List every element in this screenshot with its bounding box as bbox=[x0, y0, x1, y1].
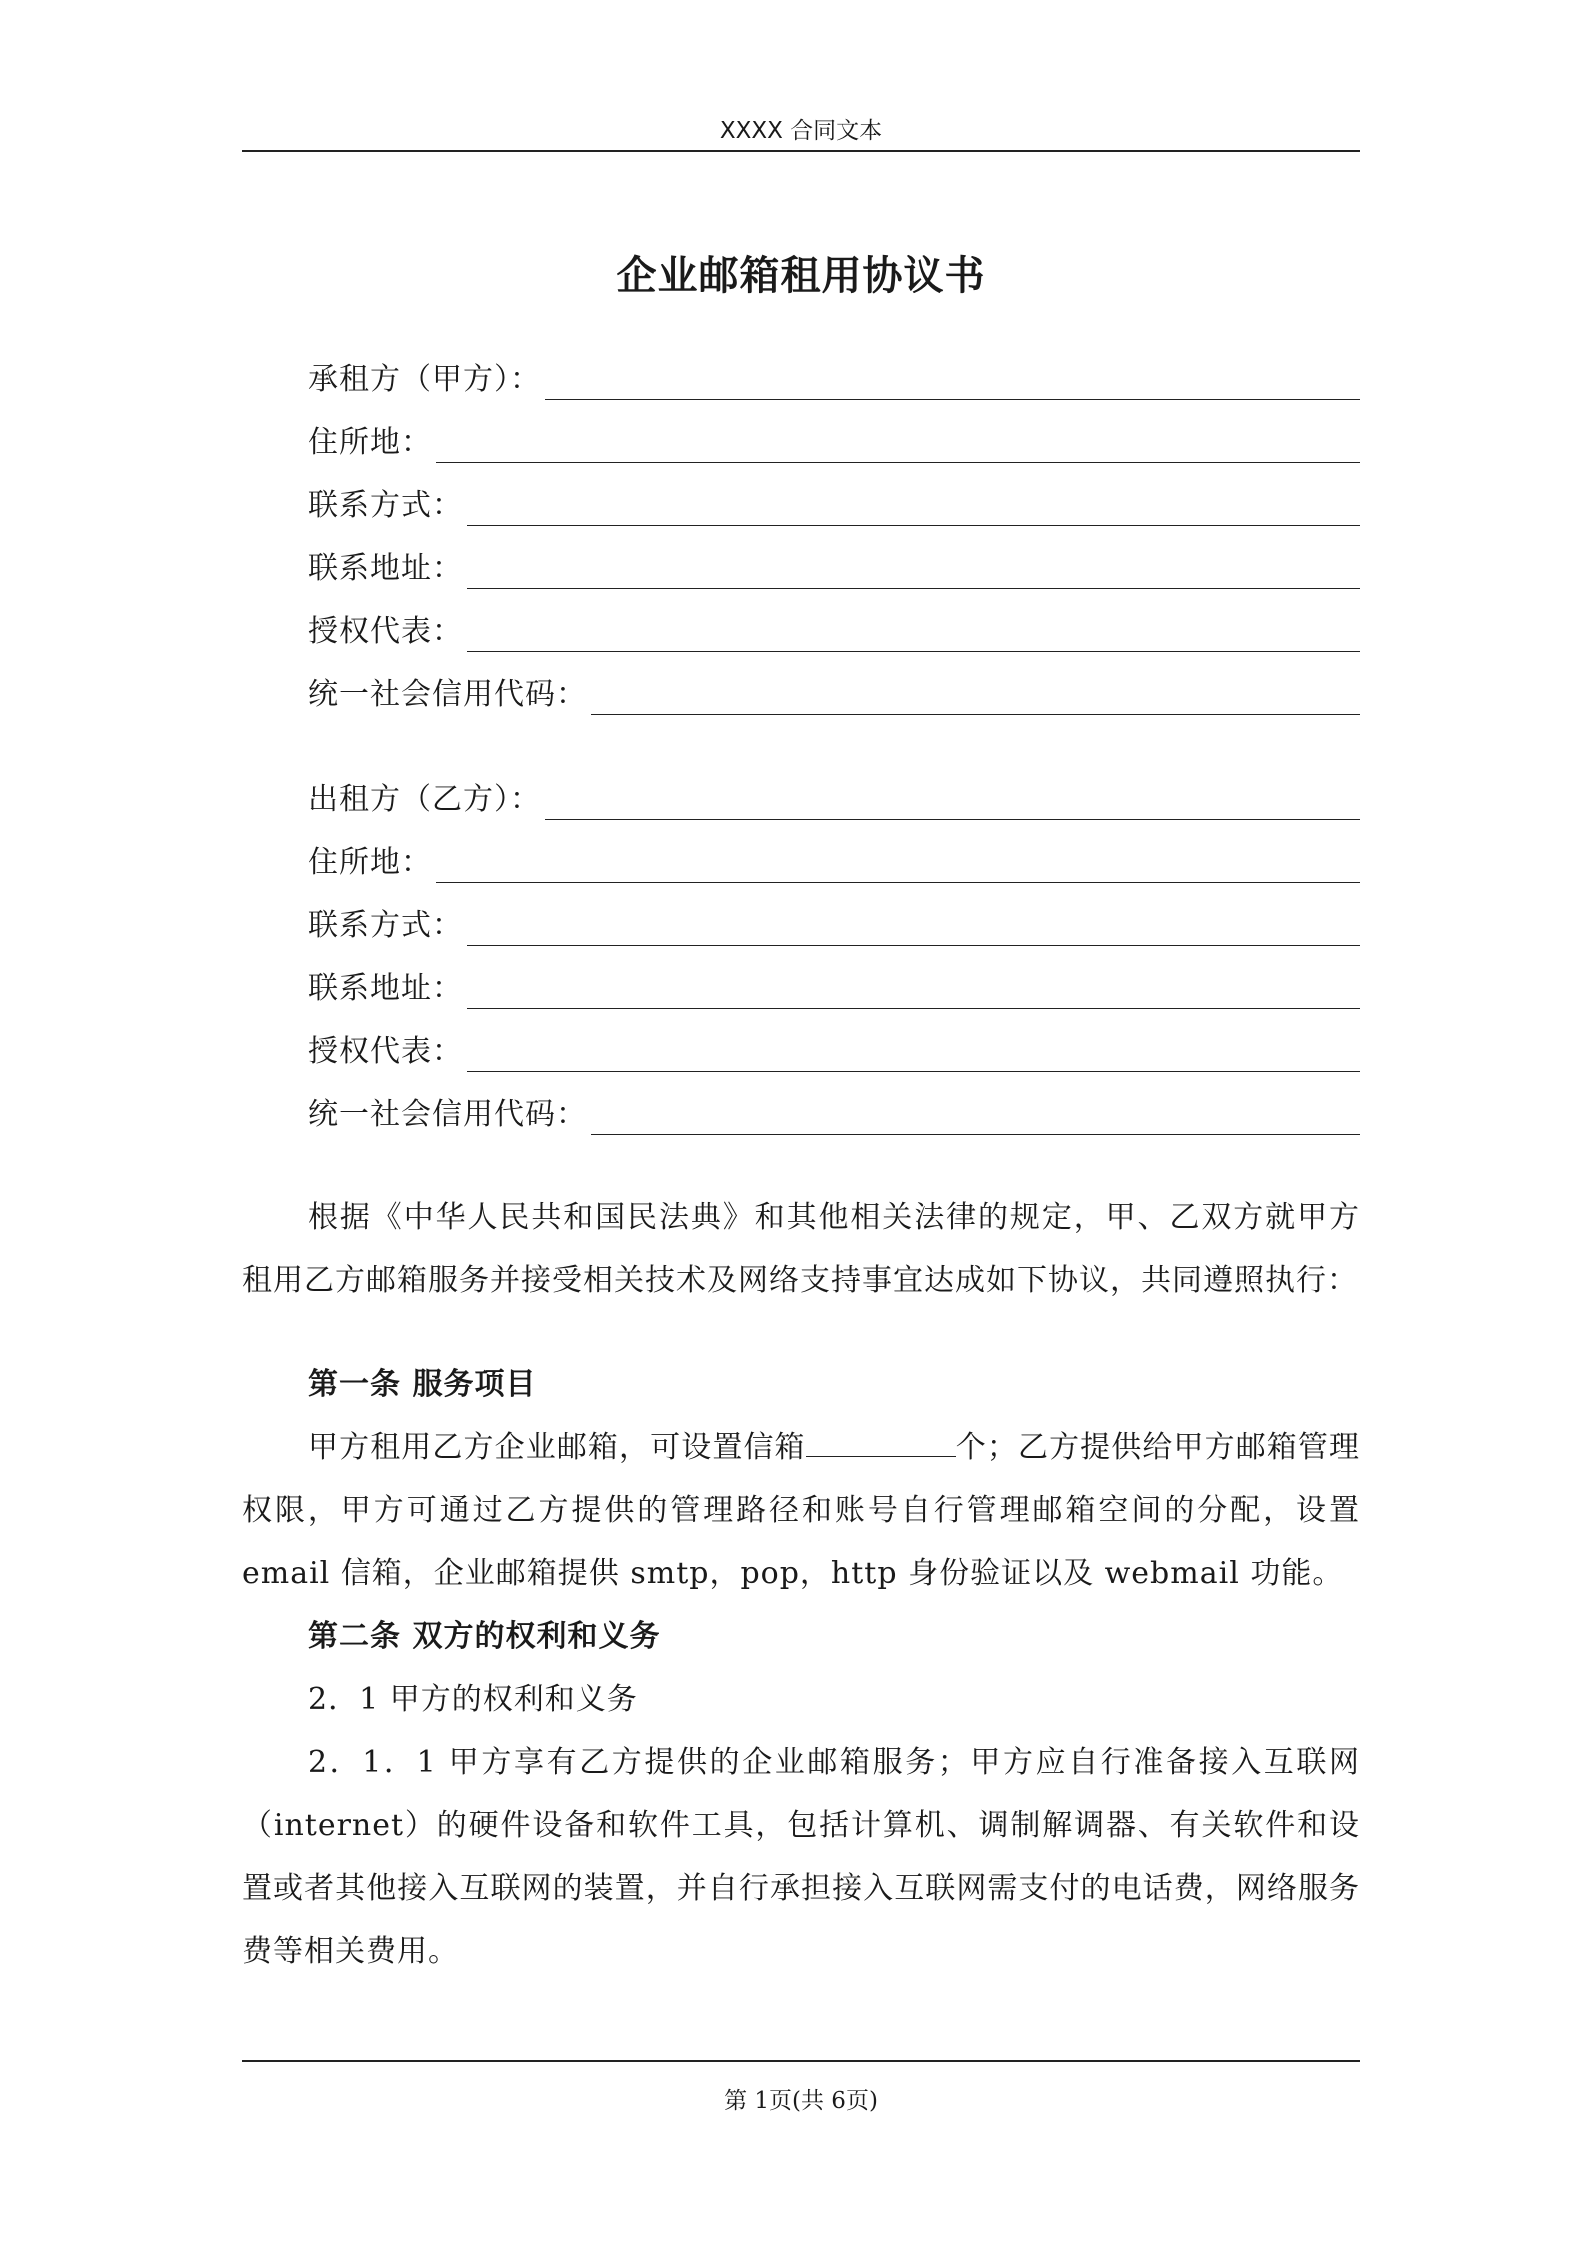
article-2-1-title: 2．1 甲方的权利和义务 bbox=[308, 1682, 638, 1717]
article-1-heading: 第一条 服务项目 bbox=[308, 1367, 537, 1402]
field-label: 统一社会信用代码： bbox=[308, 677, 587, 712]
party-b-name-line[interactable] bbox=[545, 787, 1360, 820]
page-footer: 第 1页(共 6页) bbox=[724, 2088, 878, 2114]
party-a-mail-address-field bbox=[308, 541, 1360, 589]
party-b-heading: 出租方（乙方）： bbox=[308, 782, 541, 817]
preamble-paragraph: 根据《中华人民共和国民法典》和其他相关法律的规定，甲、乙双方就甲方租用乙方邮箱服务并接受相关技术及网络支持事宜达成如下协议，共同遵照执行： bbox=[242, 1200, 1360, 1298]
field-label: 统一社会信用代码： bbox=[308, 1097, 587, 1132]
party-a-heading-field bbox=[308, 352, 1360, 400]
party-b-credit-code-line[interactable] bbox=[591, 1102, 1360, 1135]
party-b-representative-line[interactable] bbox=[467, 1039, 1360, 1072]
party-b-mail-address-line[interactable] bbox=[467, 976, 1360, 1009]
field-label: 联系方式： bbox=[308, 908, 463, 943]
party-b-credit-code-field bbox=[308, 1087, 1360, 1135]
party-a-address-field bbox=[308, 415, 1360, 463]
header-rule bbox=[242, 150, 1360, 152]
page-header: XXXX 合同文本 bbox=[719, 118, 883, 144]
article-1-text-after: 个；乙方提供给甲方邮箱管理权限，甲方可通过乙方提供的管理路径和账号自行管理邮箱空间的分配，设置 email 信箱，企业邮箱提供 smtp，pop，http 身份验证以及 webmail 功能。 bbox=[242, 1430, 1361, 1591]
party-a-mail-address-line[interactable] bbox=[467, 556, 1360, 589]
article-1-paragraph bbox=[242, 1416, 1360, 1605]
field-label: 联系地址： bbox=[308, 971, 463, 1006]
document-title: 企业邮箱租用协议书 bbox=[616, 252, 986, 299]
party-b-mail-address-field bbox=[308, 961, 1360, 1009]
field-label: 住所地： bbox=[308, 845, 432, 880]
field-label: 联系地址： bbox=[308, 551, 463, 586]
party-b-address-field bbox=[308, 835, 1360, 883]
party-a-address-line[interactable] bbox=[436, 430, 1360, 463]
article-1-text-before: 甲方租用乙方企业邮箱，可设置信箱 bbox=[308, 1430, 806, 1465]
party-a-name-line[interactable] bbox=[545, 367, 1360, 400]
field-label: 联系方式： bbox=[308, 488, 463, 523]
party-b-contact-line[interactable] bbox=[467, 913, 1360, 946]
field-label: 授权代表： bbox=[308, 614, 463, 649]
party-b-address-line[interactable] bbox=[436, 850, 1360, 883]
party-b-contact-field bbox=[308, 898, 1360, 946]
mailbox-count-blank[interactable] bbox=[806, 1428, 956, 1457]
party-a-contact-field bbox=[308, 478, 1360, 526]
party-a-credit-code-field bbox=[308, 667, 1360, 715]
field-label: 住所地： bbox=[308, 425, 432, 460]
party-a-representative-line[interactable] bbox=[467, 619, 1360, 652]
party-a-heading: 承租方（甲方）： bbox=[308, 362, 541, 397]
field-label: 授权代表： bbox=[308, 1034, 463, 1069]
party-a-contact-line[interactable] bbox=[467, 493, 1360, 526]
footer-rule bbox=[242, 2060, 1360, 2062]
party-b-heading-field bbox=[308, 772, 1360, 820]
party-a-credit-code-line[interactable] bbox=[591, 682, 1360, 715]
party-b-representative-field bbox=[308, 1024, 1360, 1072]
article-2-1-1-paragraph: 2．1．1 甲方享有乙方提供的企业邮箱服务；甲方应自行准备接入互联网（internet）的硬件设备和软件工具，包括计算机、调制解调器、有关软件和设置或者其他接入互联网的装置，并自行承担接入互联网需支付的电话费，网络服务费等相关费用。 bbox=[242, 1745, 1360, 1969]
party-a-representative-field bbox=[308, 604, 1360, 652]
article-2-heading: 第二条 双方的权利和义务 bbox=[308, 1619, 661, 1654]
